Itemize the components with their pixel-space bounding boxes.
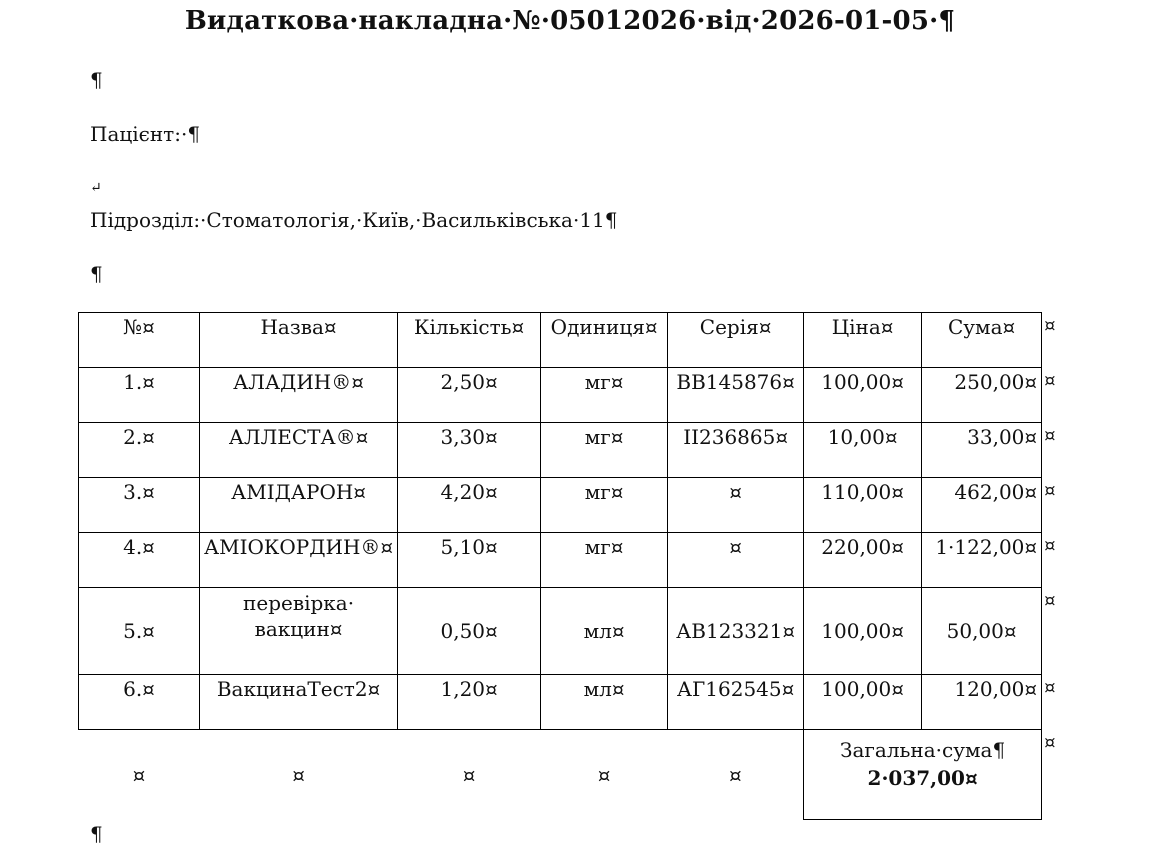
row-unit: мг¤ — [541, 368, 668, 423]
row-number: 4.¤ — [79, 533, 200, 588]
header-price: Ціна¤ — [804, 313, 922, 368]
footer-cell-mark: ¤ — [292, 762, 305, 787]
table-footer-row — [79, 730, 1072, 820]
invoice-table — [78, 312, 1072, 820]
row-number: 1.¤ — [79, 368, 200, 423]
row-name: АЛЛЕСТА®¤ — [200, 423, 398, 478]
empty-paragraph-mark-2: ¶ — [90, 262, 103, 286]
total-sum-label: Загальна·сума¶ — [840, 738, 1006, 762]
row-sum: 250,00¤ — [922, 368, 1042, 423]
footer-cell-mark: ¤ — [729, 762, 742, 787]
row-end-mark: ¤ — [1044, 314, 1056, 336]
row-name: АМІОКОРДИН®¤ — [200, 533, 398, 588]
patient-line: Пацієнт:·¶ — [90, 122, 201, 146]
row-end-mark: ¤ — [1044, 731, 1056, 753]
footer-cell-mark: ¤ — [597, 762, 611, 787]
row-unit: мл¤ — [541, 675, 668, 730]
table-row — [79, 368, 1072, 423]
row-price: 100,00¤ — [804, 368, 922, 423]
row-price: 100,00¤ — [804, 588, 922, 675]
department-line: Підрозділ:·Стоматологія,·Київ,·Васильківська·11¶ — [90, 208, 618, 232]
row-name: АЛАДИН®¤ — [200, 368, 398, 423]
row-end-mark: ¤ — [1044, 676, 1056, 698]
header-unit: Одиниця¤ — [541, 313, 668, 368]
row-end-mark: ¤ — [1044, 479, 1056, 501]
document-title: Видаткова·накладна·№·05012026·від·2026-01-05·¶ — [184, 6, 956, 36]
row-quantity: 3,30¤ — [398, 423, 541, 478]
row-number: 2.¤ — [79, 423, 200, 478]
row-series: ІІ236865¤ — [668, 423, 804, 478]
row-number: 6.¤ — [79, 675, 200, 730]
row-quantity: 2,50¤ — [398, 368, 541, 423]
row-sum: 120,00¤ — [922, 675, 1042, 730]
footer-cell-mark: ¤ — [462, 762, 476, 787]
header-name: Назва¤ — [200, 313, 398, 368]
row-quantity: 0,50¤ — [398, 588, 541, 675]
table-row — [79, 588, 1072, 675]
empty-paragraph-mark-end: ¶ — [90, 822, 103, 846]
row-sum: 33,00¤ — [922, 423, 1042, 478]
row-name: ВакцинаТест2¤ — [200, 675, 398, 730]
table-row — [79, 533, 1072, 588]
row-price: 110,00¤ — [804, 478, 922, 533]
row-price: 220,00¤ — [804, 533, 922, 588]
row-end-mark: ¤ — [1044, 424, 1056, 446]
total-sum-cell — [804, 730, 1042, 820]
row-unit: мл¤ — [541, 588, 668, 675]
row-price: 10,00¤ — [804, 423, 922, 478]
row-end-mark: ¤ — [1044, 534, 1056, 556]
row-series: ¤ — [668, 533, 804, 588]
table-row — [79, 478, 1072, 533]
row-unit: мг¤ — [541, 533, 668, 588]
row-sum: 50,00¤ — [922, 588, 1042, 675]
row-series: ВВ145876¤ — [668, 368, 804, 423]
line-break-mark: ↵ — [90, 180, 102, 196]
row-number: 5.¤ — [79, 588, 200, 675]
row-price: 100,00¤ — [804, 675, 922, 730]
row-series: АГ162545¤ — [668, 675, 804, 730]
footer-cell-mark: ¤ — [132, 762, 146, 787]
row-end-mark: ¤ — [1044, 369, 1056, 391]
header-series: Серія¤ — [668, 313, 804, 368]
row-number: 3.¤ — [79, 478, 200, 533]
row-end-mark: ¤ — [1044, 589, 1056, 611]
row-quantity: 5,10¤ — [398, 533, 541, 588]
row-unit: мг¤ — [541, 478, 668, 533]
row-quantity: 1,20¤ — [398, 675, 541, 730]
row-sum: 1·122,00¤ — [922, 533, 1042, 588]
row-series: АВ123321¤ — [668, 588, 804, 675]
header-quantity: Кількість¤ — [398, 313, 541, 368]
row-name: перевірка· вакцин¤ — [200, 588, 398, 675]
empty-paragraph-mark: ¶ — [90, 68, 103, 92]
header-number: №¤ — [79, 313, 200, 368]
row-unit: мг¤ — [541, 423, 668, 478]
row-sum: 462,00¤ — [922, 478, 1042, 533]
table-row — [79, 675, 1072, 730]
total-sum-value: 2·037,00¤ — [867, 766, 978, 790]
table-row — [79, 423, 1072, 478]
row-series: ¤ — [668, 478, 804, 533]
row-name: АМІДАРОН¤ — [200, 478, 398, 533]
header-sum: Сума¤ — [922, 313, 1042, 368]
row-quantity: 4,20¤ — [398, 478, 541, 533]
table-header-row — [79, 313, 1072, 368]
